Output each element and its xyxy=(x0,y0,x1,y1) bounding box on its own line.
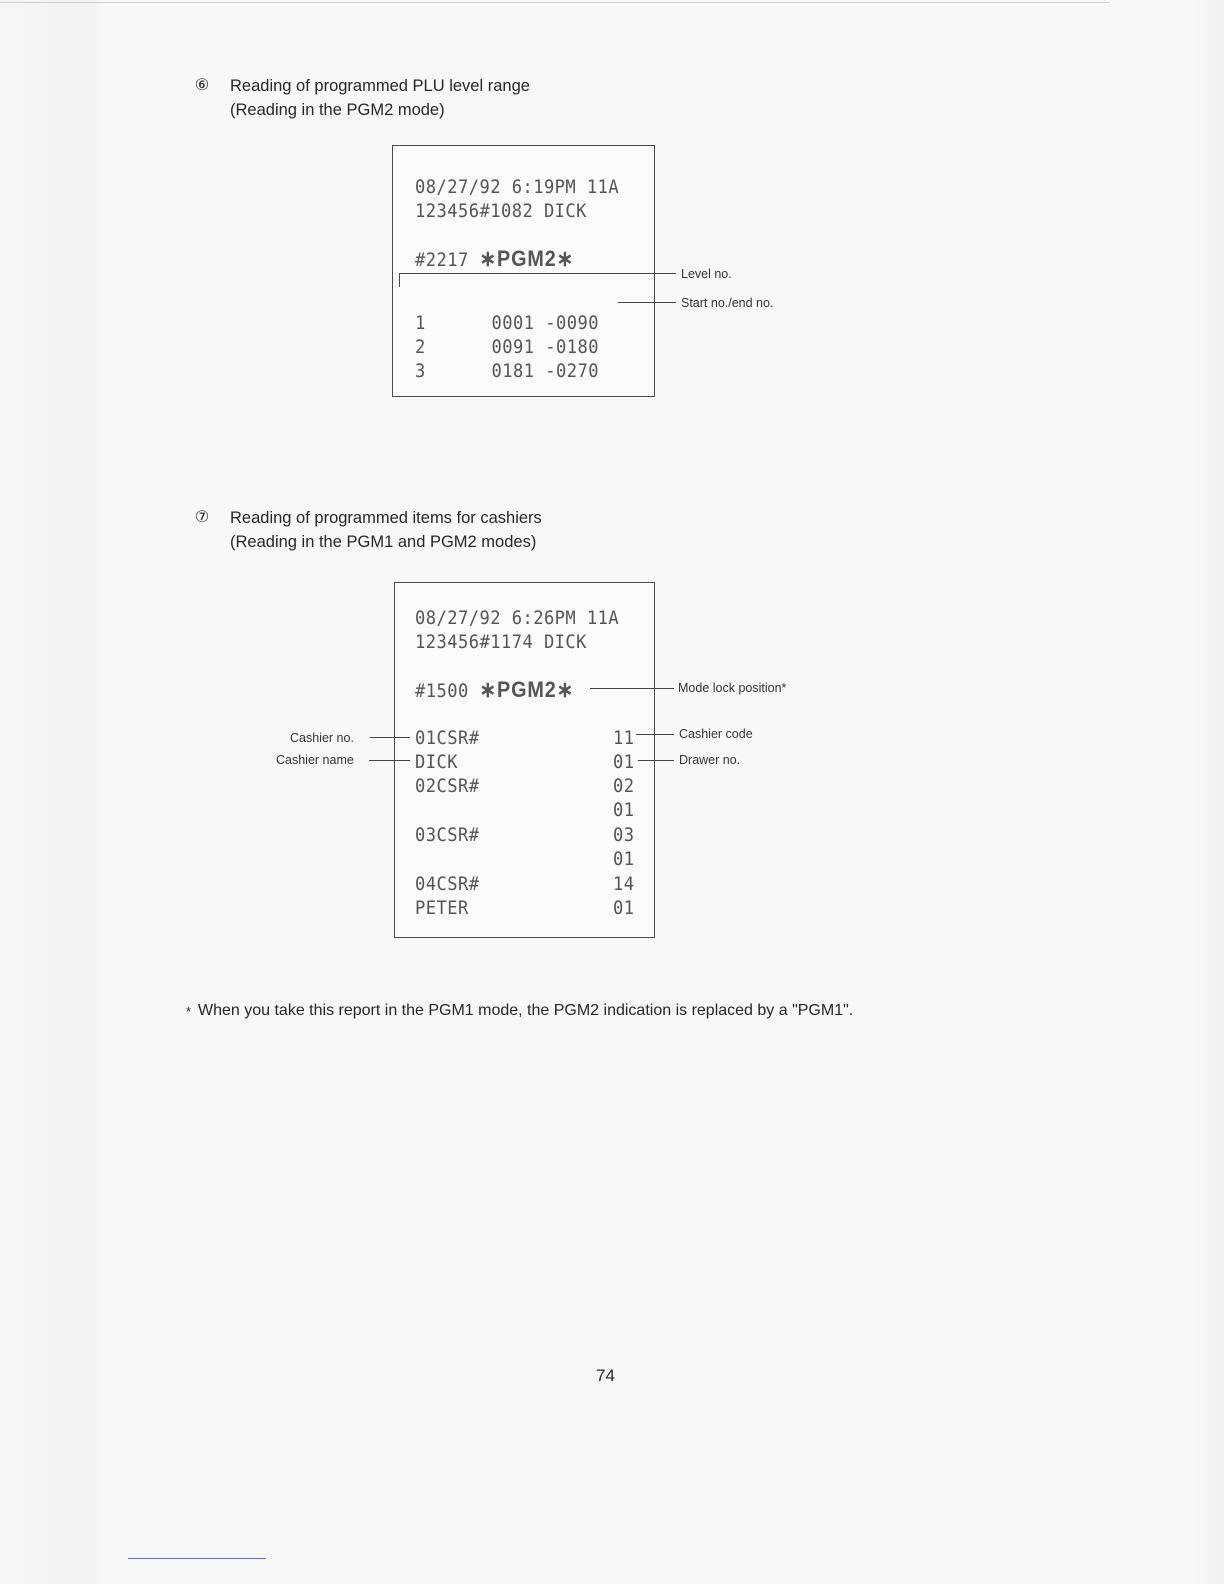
cashier-row-left: DICK xyxy=(415,751,458,773)
cashier-row-left: 02CSR# xyxy=(415,775,480,797)
cashier-name-leader-line xyxy=(369,760,410,761)
level-no: 1 xyxy=(415,312,426,334)
section-7-number: ⑦ xyxy=(194,509,210,526)
level-no: 3 xyxy=(415,360,426,382)
level-row xyxy=(415,336,599,358)
footnote xyxy=(186,1002,854,1020)
section-6-subtitle: (Reading in the PGM2 mode) xyxy=(230,101,445,119)
cashier-row-left: 01CSR# xyxy=(415,727,480,749)
cashier-row-right: 01 xyxy=(613,897,635,919)
cashier-row-right: 01 xyxy=(613,799,635,821)
annotation-level-no: Level no. xyxy=(681,267,732,281)
receipt-plu-level-range xyxy=(392,145,655,397)
receipt-date-line: 08/27/92 6:26PM 11A xyxy=(415,607,620,629)
cashier-row-right: 14 xyxy=(613,873,635,895)
section-7-title: Reading of programmed items for cashiers xyxy=(230,509,542,527)
level-range: 0181 -0270 xyxy=(491,360,599,382)
annotation-mode-lock-position: Mode lock position* xyxy=(678,681,787,695)
level-leader-line xyxy=(399,273,676,274)
receipt-mode-label: ∗PGM2∗ xyxy=(479,246,575,271)
annotation-cashier-no: Cashier no. xyxy=(290,731,354,745)
cashier-row-left: 04CSR# xyxy=(415,873,480,895)
page-number: 74 xyxy=(596,1366,615,1385)
section-7-subtitle: (Reading in the PGM1 and PGM2 modes) xyxy=(230,533,537,551)
section-6-number: ⑥ xyxy=(194,77,210,94)
start-end-leader-line xyxy=(618,302,676,303)
cashier-row-left: PETER xyxy=(415,897,469,919)
annotation-cashier-name: Cashier name xyxy=(276,753,354,767)
section-6-title: Reading of programmed PLU level range xyxy=(230,77,530,95)
receipt-consecutive-no: #2217 xyxy=(415,249,480,271)
drawer-no-leader-line xyxy=(638,760,674,761)
receipt-id-line: 123456#1082 DICK xyxy=(415,200,587,222)
annotation-start-end-no: Start no./end no. xyxy=(681,296,774,310)
cashier-row-right: 01 xyxy=(613,848,635,870)
receipt-cashier-items xyxy=(394,582,655,938)
footnote-text: When you take this report in the PGM1 mode, the PGM2 indication is replaced by a "PGM1". xyxy=(198,1002,854,1019)
receipt-mode-line xyxy=(415,246,574,272)
footnote-marker: * xyxy=(186,1004,192,1019)
receipt-consecutive-no: #1500 xyxy=(415,680,480,702)
level-row xyxy=(415,312,599,334)
level-no: 2 xyxy=(415,336,426,358)
top-edge-line xyxy=(0,2,1110,3)
cashier-row-right: 02 xyxy=(613,775,635,797)
cashier-row-right: 03 xyxy=(613,824,635,846)
section-7-heading xyxy=(192,506,792,556)
receipt-mode-line xyxy=(415,677,574,703)
receipt-id-line: 123456#1174 DICK xyxy=(415,631,587,653)
cashier-row-left: 03CSR# xyxy=(415,824,480,846)
cashier-row-right: 11 xyxy=(613,727,635,749)
annotation-drawer-no: Drawer no. xyxy=(679,753,741,767)
receipt-date-line: 08/27/92 6:19PM 11A xyxy=(415,176,620,198)
level-range: 0001 -0090 xyxy=(491,312,599,334)
level-row xyxy=(415,360,599,382)
level-range: 0091 -0180 xyxy=(491,336,599,358)
mode-lock-leader-line xyxy=(590,688,674,689)
cashier-no-leader-line xyxy=(370,737,410,738)
section-6-heading xyxy=(192,74,792,124)
level-bracket-vertical xyxy=(399,273,400,287)
cashier-code-leader-line xyxy=(636,734,674,735)
bottom-rule xyxy=(128,1558,266,1559)
cashier-row-right: 01 xyxy=(613,751,635,773)
receipt-mode-label: ∗PGM2∗ xyxy=(479,677,575,702)
annotation-cashier-code: Cashier code xyxy=(679,727,753,741)
